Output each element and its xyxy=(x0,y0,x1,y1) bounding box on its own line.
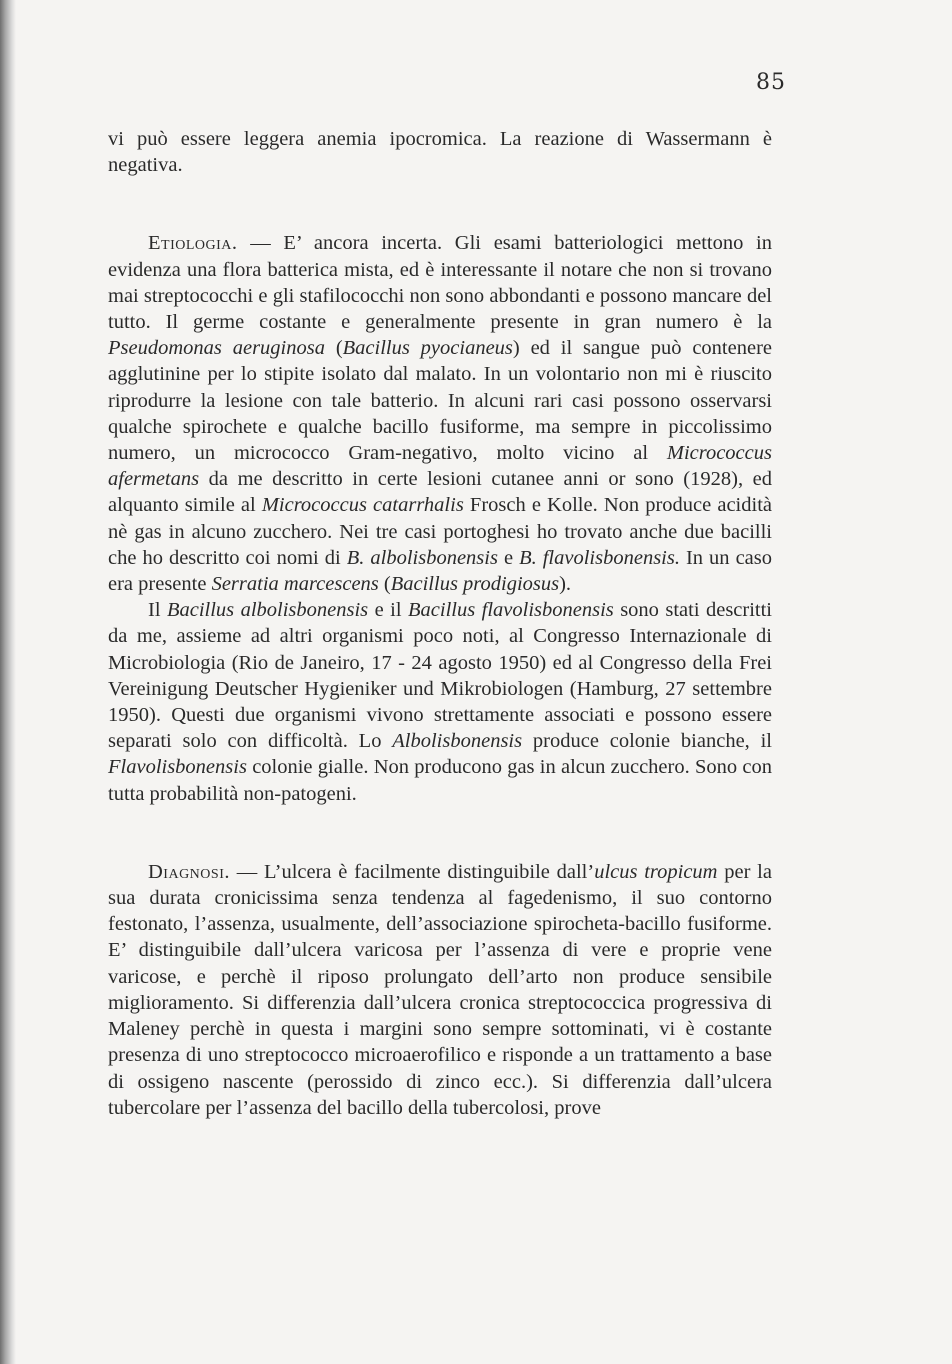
text-run: In un caso era presente xyxy=(108,546,772,596)
text-run: Frosch e Kolle. Non produce acidità nè gas in alcuno zucchero. Nei tre casi portoghesi ho trovato anche due bacilli che ho descritto coi nomi di xyxy=(108,494,772,569)
species-name: Albolisbonensis xyxy=(392,730,523,753)
species-name: Micrococcus catarrhalis xyxy=(261,494,464,517)
species-name: B. albolisbonensis xyxy=(346,546,498,569)
paragraph-etiologia xyxy=(108,230,772,597)
text-run: per la sua durata cronicissima senza tendenza al fagedenismo, il suo contorno festonato, l’assenza, usualmente, dell’associazione spirocheta-bacillo fusiforme. E’ distinguibile dall’ulcera varicosa per l’assenza di vere e proprie vene varicose, e perchè il riposo prolungato dell’arto non produce sensibile miglioramento. Si differenzia dall’ulcera cronica streptococcica progressiva di Maleney perchè in questa i margini sono sempre sottominati, vi è costante presenza di uno streptococco microaerofilico e risponde a un trattamento a base di ossigeno nascente (perossido di zinco ecc.). Si differenzia dall’ulcera tubercolare per l’assenza del bacillo della tubercolosi, prove xyxy=(108,860,772,1119)
paragraph-diagnosi xyxy=(108,859,772,1121)
text-run: sono stati descritti da me, assieme ad altri organismi poco noti, al Congresso Internazionale di Microbiologia (Rio de Janeiro, 17 - 24 agosto 1950) ed al Congresso della Frei Vereinigung Deutscher Hygieniker und Mikrobiologen (Hamburg, 27 settembre 1950). Questi due organismi vivono strettamente associati e possono essere separati solo con difficoltà. Lo xyxy=(108,599,773,753)
text-run: ). xyxy=(559,573,572,596)
species-name: Flavolisbonensis xyxy=(108,756,247,779)
text-run: — L’ulcera è facilmente distinguibile dall’ xyxy=(229,860,595,883)
species-name: Micrococcus afermetans xyxy=(108,442,772,491)
book-spine-shadow xyxy=(0,0,16,1364)
text-run: ) ed il sangue può contenere agglutinine per lo stipite isolato dal malato. In un volontario non mi è riuscito riprodurre la lesione con tale batterio. In alcuni rari casi possono osservarsi qualche spirochete e qualche bacillo fusiforme, ma sempre in piccolissimo numero, un micrococco Gram-negativo, molto vicino al xyxy=(108,337,773,465)
text-run: Il xyxy=(148,599,167,622)
section-gap xyxy=(108,807,772,859)
text-run: produce colonie bianche, il xyxy=(522,730,772,753)
text-run: ( xyxy=(324,337,343,360)
species-name: Bacillus pyocianeus xyxy=(342,337,513,360)
section-heading-etiologia: Etiologia. xyxy=(148,232,238,255)
page-body xyxy=(108,126,772,1121)
section-gap xyxy=(108,178,772,230)
section-heading-diagnosi: Diagnosi. xyxy=(148,860,230,883)
text-run: da me descritto in certe lesioni cutanee anni or sono (1928), ed alquanto simile al xyxy=(108,468,772,517)
latin-term: ulcus tropicum xyxy=(594,860,718,883)
species-name: Bacillus flavolisbonensis xyxy=(408,599,614,622)
paragraph-bacilli xyxy=(108,597,772,807)
page-number: 85 xyxy=(756,70,786,95)
species-name: Pseudomonas aeruginosa xyxy=(108,337,325,360)
text-run: e xyxy=(497,546,520,569)
species-name: Serratia marcescens xyxy=(211,573,379,596)
paragraph-anemia: vi può essere leggera anemia ipocromica. La reazione di Wassermann è negativa. xyxy=(108,128,772,177)
text-run: colonie gialle. Non producono gas in alcun zucchero. Sono con tutta probabilità non-patogeni. xyxy=(108,756,772,805)
text-run: ( xyxy=(378,573,391,596)
species-name: Bacillus prodigiosus xyxy=(390,573,560,596)
text-run: e il xyxy=(368,599,408,622)
species-name: B. flavolisbonensis. xyxy=(519,546,680,569)
text-run: — E’ ancora incerta. Gli esami batteriologici mettono in evidenza una flora batterica mista, ed è interessante il notare che non si trovano mai streptococchi e gli stafilococchi non sono abbondanti e possono mancare del tutto. Il germe costante e generalmente presente in gran numero è la xyxy=(108,232,772,334)
species-name: Bacillus albolisbonensis xyxy=(166,599,369,622)
